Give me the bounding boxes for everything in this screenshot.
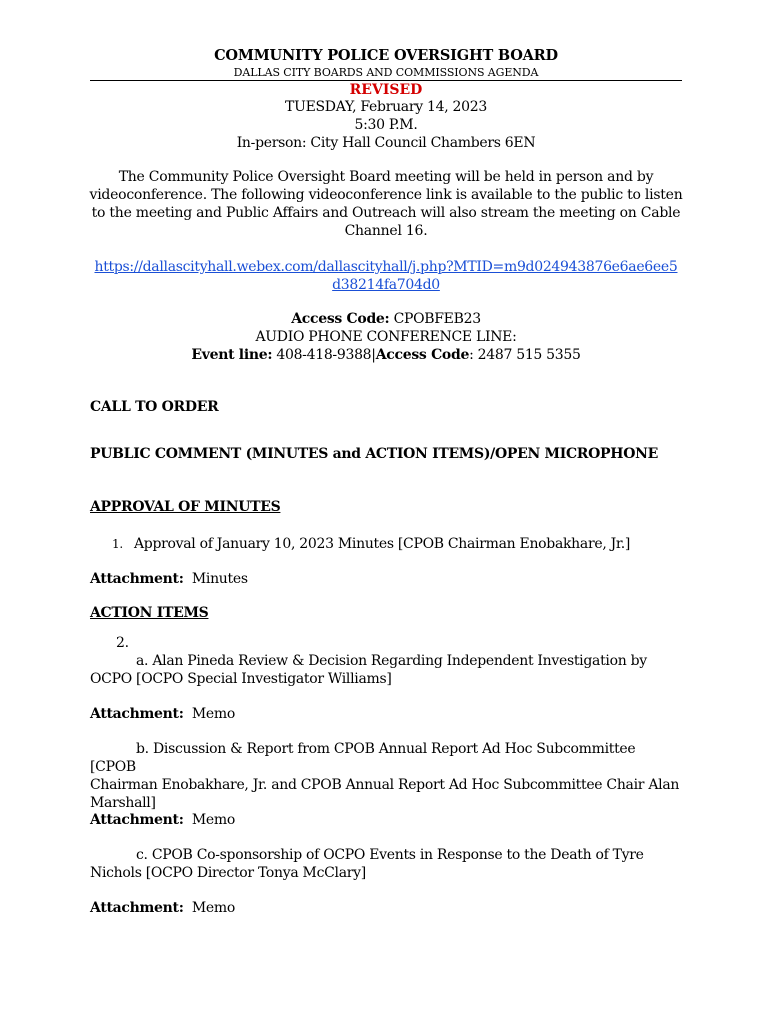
approval-attachment	[90, 570, 682, 588]
action-item-a	[90, 652, 682, 688]
event-line-number: 408-418-9388	[276, 347, 372, 363]
event-line-label: Event line:	[191, 347, 273, 363]
action-item-b-line2: Chairman Enobakhare, Jr. and CPOB Annual Report Ad Hoc Subcommittee Chair Alan	[90, 777, 680, 793]
public-comment-heading: PUBLIC COMMENT (MINUTES and ACTION ITEMS)/OPEN MICROPHONE	[90, 446, 658, 462]
revised-label: REVISED	[349, 82, 423, 98]
approval-of-minutes-heading: APPROVAL OF MINUTES	[90, 499, 281, 515]
approval-item	[90, 535, 682, 553]
action-item-c	[90, 846, 682, 882]
action-item-c-line1: c. CPOB Co-sponsorship of OCPO Events in Response to the Death of Tyre	[136, 847, 644, 863]
document-title: COMMUNITY POLICE OVERSIGHT BOARD	[214, 47, 558, 64]
event-line-separator: |	[371, 347, 376, 363]
meeting-date: TUESDAY, February 14, 2023	[285, 99, 487, 115]
attachment-value: Minutes	[191, 571, 248, 587]
meeting-time: 5:30 P.M.	[354, 117, 418, 133]
attachment-value: Memo	[191, 812, 235, 828]
webex-link-line2[interactable]: d38214fa704d0	[332, 277, 440, 293]
event-access-code-value: : 2487 515 5355	[469, 347, 581, 363]
access-code-line	[90, 311, 682, 327]
action-a-attachment	[90, 705, 682, 723]
attachment-value: Memo	[191, 900, 235, 916]
attachment-label: Attachment:	[90, 900, 184, 916]
webex-link[interactable]	[88, 258, 684, 294]
attachment-label: Attachment:	[90, 706, 184, 722]
action-items-heading: ACTION ITEMS	[90, 605, 209, 621]
approval-item-number: 1.	[112, 537, 123, 551]
action-item-number: 2.	[116, 635, 129, 651]
event-line	[90, 347, 682, 363]
audio-line-label: AUDIO PHONE CONFERENCE LINE:	[255, 329, 517, 345]
action-b-attachment	[90, 811, 682, 829]
meeting-location: In-person: City Hall Council Chambers 6EN	[236, 135, 536, 151]
call-to-order-heading: CALL TO ORDER	[90, 399, 219, 415]
action-item-b-line1: b. Discussion & Report from CPOB Annual Report Ad Hoc Subcommittee [CPOB	[90, 741, 636, 775]
attachment-label: Attachment:	[90, 812, 184, 828]
action-item-a-line2: OCPO [OCPO Special Investigator Williams]	[90, 671, 392, 687]
action-item-a-line1: a. Alan Pineda Review & Decision Regarding Independent Investigation by	[136, 653, 647, 669]
attachment-value: Memo	[191, 706, 235, 722]
approval-item-text: Approval of January 10, 2023 Minutes [CPOB Chairman Enobakhare, Jr.]	[134, 536, 631, 552]
access-code-value: CPOBFEB23	[393, 311, 481, 327]
access-code-label: Access Code:	[291, 311, 390, 327]
document-subtitle: DALLAS CITY BOARDS AND COMMISSIONS AGENDA	[233, 66, 539, 79]
intro-paragraph: The Community Police Oversight Board meeting will be held in person and by videoconference. The following videoconference link is available to the public to listen to the meeting and Public Affairs and Outreach will also stream the meeting on Cable Channel 16.	[89, 169, 683, 239]
action-item-c-line2: Nichols [OCPO Director Tonya McClary]	[90, 865, 366, 881]
attachment-label: Attachment:	[90, 571, 184, 587]
action-c-attachment	[90, 899, 682, 917]
action-item-b	[90, 740, 682, 812]
header-divider	[90, 80, 682, 81]
action-item-b-line3: Marshall]	[90, 795, 156, 811]
webex-link-line1[interactable]: https://dallascityhall.webex.com/dallascityhall/j.php?MTID=m9d024943876e6ae6ee5	[94, 259, 678, 275]
event-access-code-label: Access Code	[375, 347, 470, 363]
